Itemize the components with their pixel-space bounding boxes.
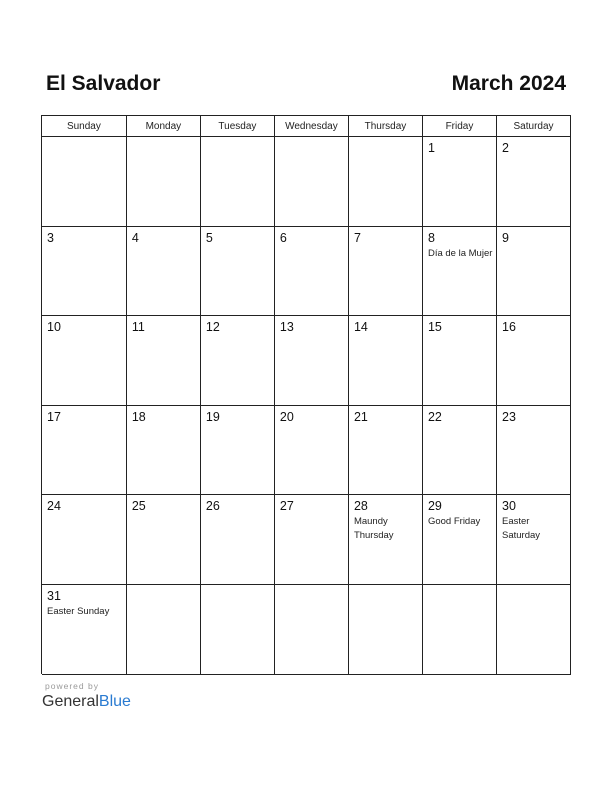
day-cell — [127, 495, 201, 585]
brand-general: General — [42, 693, 99, 710]
day-cell — [423, 137, 497, 227]
calendar-grid — [41, 115, 571, 674]
day-number: 4 — [131, 230, 139, 245]
day-cell — [497, 406, 571, 496]
week-row — [42, 406, 571, 496]
day-cell — [127, 137, 201, 227]
day-cell — [275, 495, 349, 585]
day-cell — [497, 585, 571, 675]
weekday-monday: Monday — [127, 116, 201, 137]
day-number: 16 — [502, 320, 516, 335]
day-cell — [423, 585, 497, 675]
footer — [42, 681, 131, 711]
day-cell — [201, 406, 275, 496]
day-cell — [201, 495, 275, 585]
day-cell — [349, 316, 423, 406]
country-title: El Salvador — [46, 72, 161, 95]
day-cell — [275, 316, 349, 406]
day-cell — [349, 406, 423, 496]
day-number: 25 — [131, 499, 146, 514]
day-number: 27 — [279, 499, 294, 514]
week-row — [42, 495, 571, 585]
weekday-friday: Friday — [423, 116, 497, 137]
day-cell — [349, 227, 423, 317]
day-number: 30 — [502, 499, 516, 514]
day-cell — [127, 316, 201, 406]
day-cell — [42, 316, 127, 406]
day-number: 26 — [205, 499, 220, 514]
week-row — [42, 316, 571, 406]
day-number: 17 — [47, 409, 61, 424]
brand-blue: Blue — [98, 693, 131, 710]
holiday-label: Maundy Thursday — [353, 516, 394, 542]
brand-logo — [42, 693, 131, 711]
day-number: 14 — [353, 320, 368, 335]
day-number: 11 — [131, 320, 145, 335]
day-cell — [497, 495, 571, 585]
day-cell — [497, 227, 571, 317]
day-cell — [275, 227, 349, 317]
day-cell — [201, 585, 275, 675]
day-cell — [201, 137, 275, 227]
day-cell — [42, 495, 127, 585]
day-number: 2 — [502, 141, 509, 155]
day-cell — [349, 495, 423, 585]
day-number: 18 — [131, 409, 146, 424]
day-number: 7 — [353, 230, 361, 245]
month-title: March 2024 — [451, 72, 566, 95]
day-cell — [275, 585, 349, 675]
week-row — [42, 227, 571, 317]
day-cell — [349, 585, 423, 675]
day-number: 20 — [279, 409, 294, 424]
day-number: 23 — [502, 409, 516, 424]
weekday-wednesday: Wednesday — [275, 116, 349, 137]
day-number: 1 — [427, 141, 435, 155]
day-cell — [127, 406, 201, 496]
holiday-label: Easter Saturday — [502, 516, 541, 542]
day-cell — [497, 316, 571, 406]
day-number: 12 — [205, 320, 220, 335]
day-cell — [349, 137, 423, 227]
weekday-thursday: Thursday — [349, 116, 423, 137]
day-cell — [42, 137, 127, 227]
day-cell — [127, 227, 201, 317]
day-cell — [42, 227, 127, 317]
day-cell — [42, 585, 127, 675]
day-cell — [42, 406, 127, 496]
day-cell — [423, 227, 497, 317]
day-cell — [497, 137, 571, 227]
day-number: 22 — [427, 409, 442, 424]
day-number: 28 — [353, 499, 368, 514]
day-number: 5 — [205, 230, 213, 245]
day-number: 21 — [353, 409, 368, 424]
day-cell — [201, 316, 275, 406]
day-number: 3 — [47, 230, 54, 245]
day-number: 13 — [279, 320, 294, 335]
page-header — [46, 70, 566, 100]
day-cell — [275, 137, 349, 227]
day-number: 19 — [205, 409, 220, 424]
day-number: 15 — [427, 320, 442, 335]
day-cell — [423, 495, 497, 585]
week-row — [42, 137, 571, 227]
day-number: 24 — [47, 499, 61, 514]
day-cell — [275, 406, 349, 496]
powered-by-label: powered by — [45, 681, 99, 691]
day-cell — [201, 227, 275, 317]
weekday-sunday: Sunday — [42, 116, 127, 137]
weekday-tuesday: Tuesday — [201, 116, 275, 137]
day-number: 9 — [502, 230, 509, 245]
day-cell — [127, 585, 201, 675]
weekday-saturday: Saturday — [497, 116, 571, 137]
day-number: 31 — [47, 588, 61, 603]
day-cell — [423, 406, 497, 496]
day-cell — [423, 316, 497, 406]
day-number: 6 — [279, 230, 287, 245]
day-number: 8 — [427, 230, 435, 245]
weekday-header-row — [42, 116, 571, 137]
weeks-container — [42, 137, 571, 675]
day-number: 29 — [427, 499, 442, 514]
day-number: 10 — [47, 320, 61, 335]
holiday-label: Easter Sunday — [47, 605, 110, 617]
week-row — [42, 585, 571, 675]
holiday-label: Día de la Mujer — [427, 247, 493, 259]
holiday-label: Good Friday — [427, 516, 481, 528]
